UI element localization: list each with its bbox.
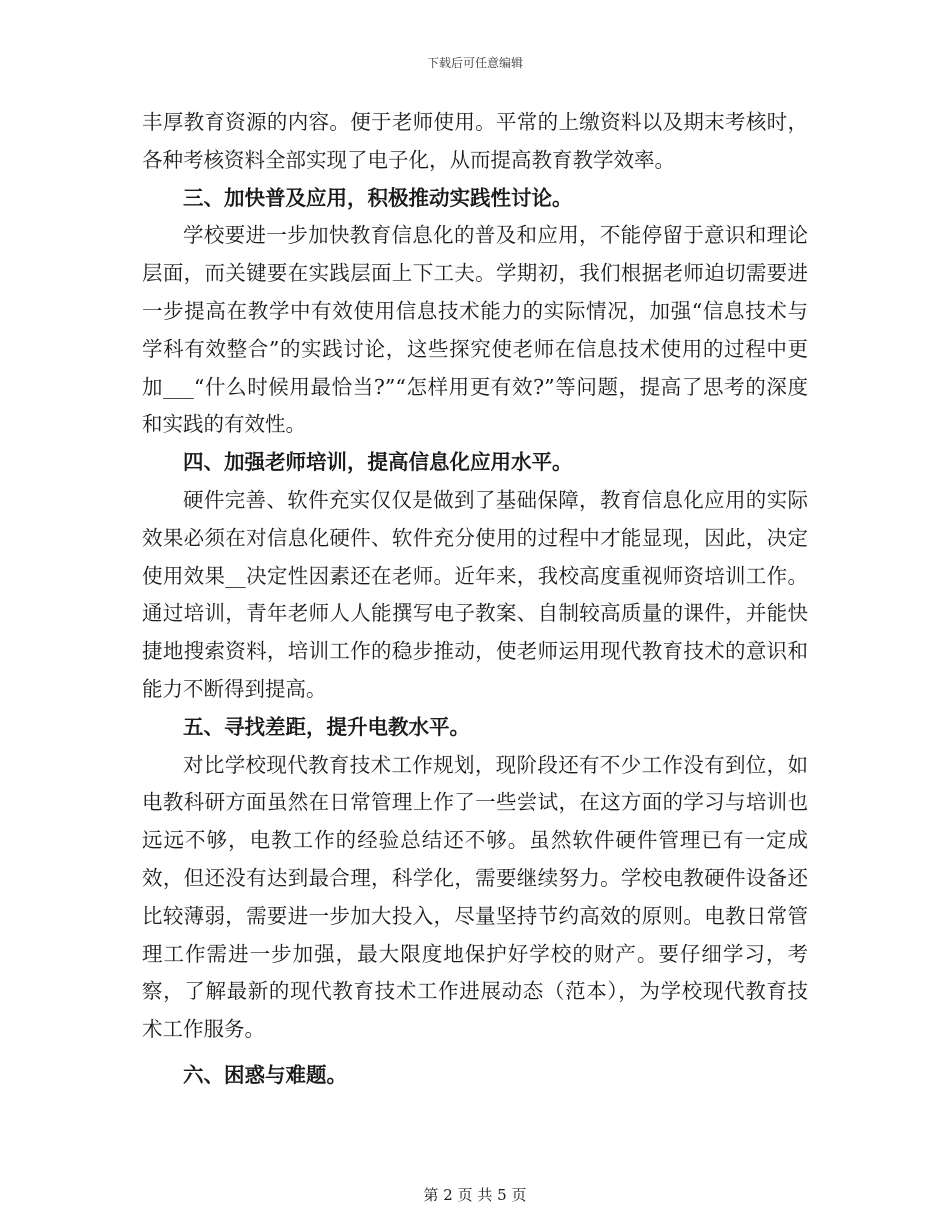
page-header: 下载后可任意编辑 bbox=[426, 56, 523, 70]
section-heading-3: 三、加快普及应用，积极推动实践性讨论。 bbox=[183, 185, 573, 210]
section-heading-4: 四、加强老师培训，提高信息化应用水平。 bbox=[183, 450, 573, 475]
paragraph-section-3: 学校要进一步加快教育信息化的普及和应用，不能停留于意识和理论层面，而关键要在实践层面上下工夫。学期初，我们根据老师迫切需要进一步提高在教学中有效使用信息技术能力的实际情况，加强“信息技术与学科有效整合”的实践讨论，这些探究使老师在信息技术使用的过程中更加___“什么时候用最恰当?”“怎样用更有效?”等问题，提高了思考的深度和实践的有效性。 bbox=[142, 223, 808, 437]
paragraph-continuation: 丰厚教育资源的内容。便于老师使用。平常的上缴资料以及期末考核时，各种考核资料全部实现了电子化，从而提高教育教学效率。 bbox=[142, 110, 808, 172]
section-heading-6: 六、困惑与难题。 bbox=[183, 1062, 347, 1087]
page-number: 第 2 页 共 5 页 bbox=[423, 1186, 527, 1204]
section-heading-5: 五、寻找差距，提升电教水平。 bbox=[183, 714, 470, 739]
paragraph-section-4: 硬件完善、软件充实仅仅是做到了基础保障，教育信息化应用的实际效果必须在对信息化硬件、软件充分使用的过程中才能显现，因此，决定使用效果__决定性因素还在老师。近年来，我校高度重视师资培训工作。通过培训，青年老师人人能撰写电子教案、自制较高质量的课件，并能快捷地搜索资料，培训工作的稳步推动，使老师运用现代教育技术的意识和能力不断得到提高。 bbox=[142, 487, 808, 701]
document-body bbox=[142, 104, 808, 1095]
paragraph-section-5: 对比学校现代教育技术工作规划，现阶段还有不少工作没有到位，如电教科研方面虽然在日常管理上作了一些尝试，在这方面的学习与培训也远远不够，电教工作的经验总结还不够。虽然软件硬件管理已有一定成效，但还没有达到最合理，科学化，需要继续努力。学校电教硬件设备还比较薄弱，需要进一步加大投入，尽量坚持节约高效的原则。电教日常管理工作需进一步加强，最大限度地保护好学校的财产。要仔细学习，考察，了解最新的现代教育技术工作进展动态（范本），为学校现代教育技术工作服务。 bbox=[142, 752, 808, 1042]
